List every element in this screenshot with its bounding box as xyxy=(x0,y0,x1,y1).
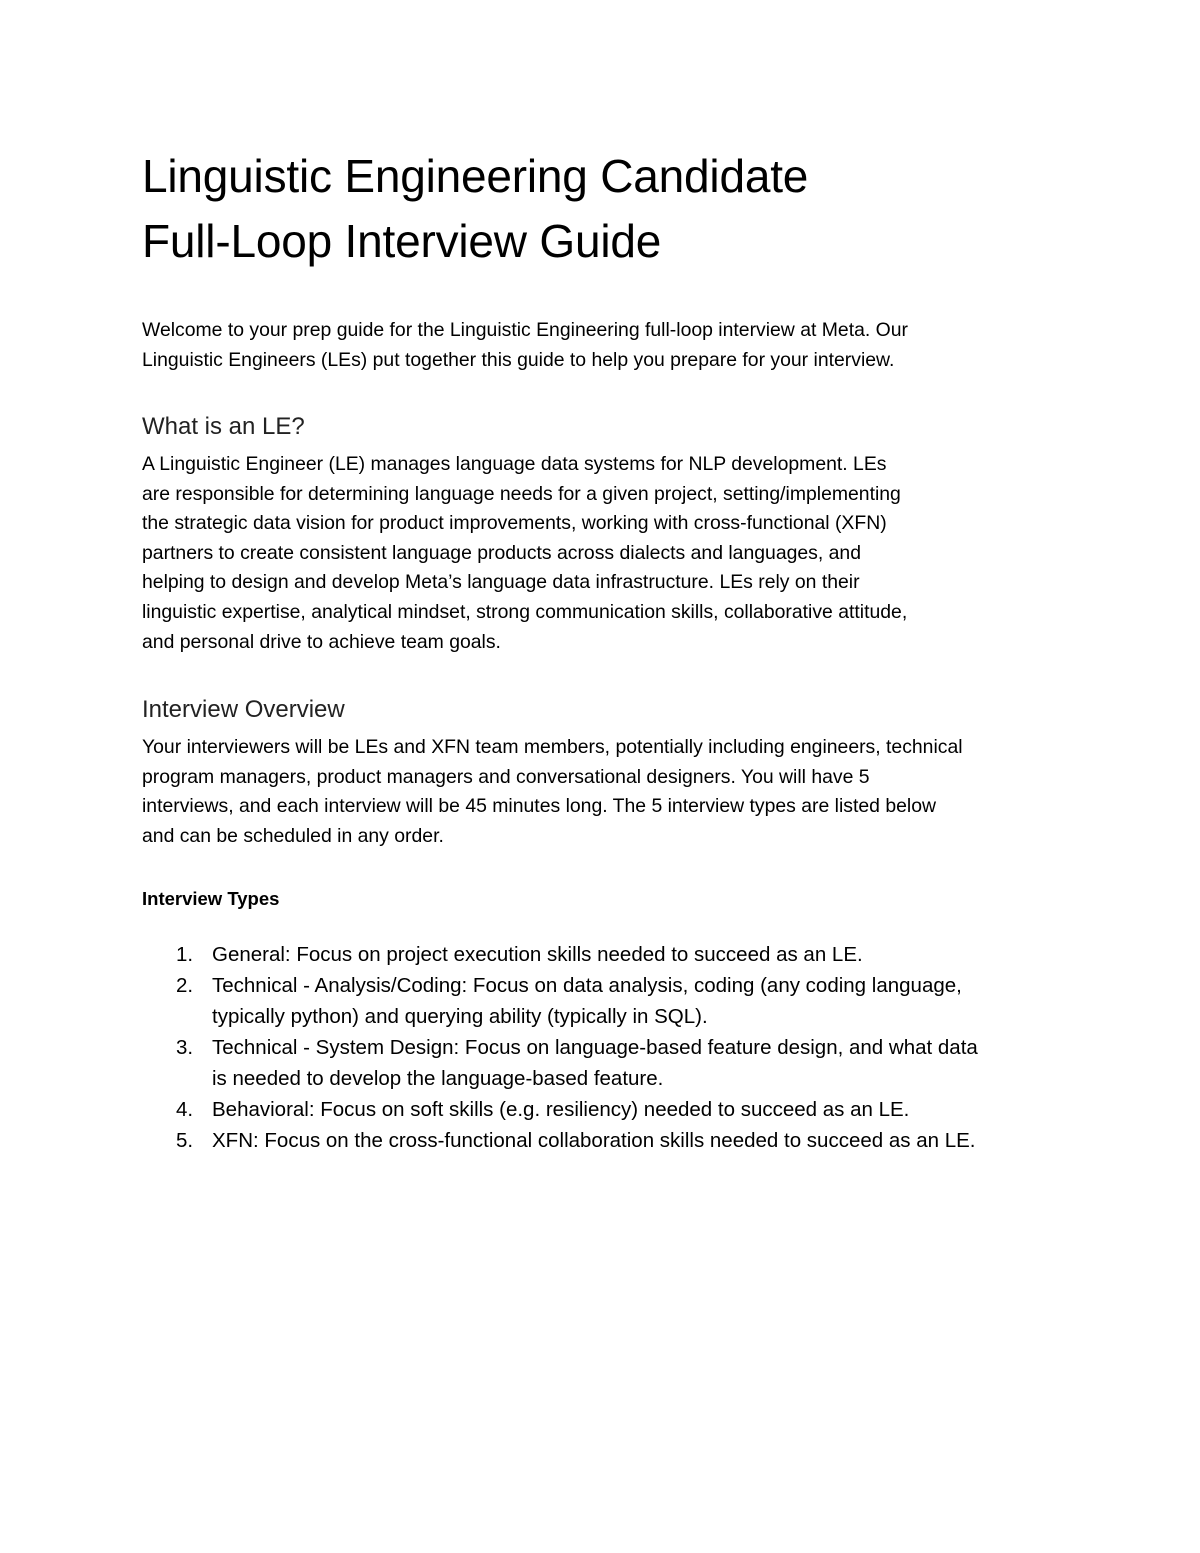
paragraph-line: and can be scheduled in any order. xyxy=(142,824,444,847)
what-is-le-heading: What is an LE? xyxy=(142,413,305,440)
paragraph-line: Your interviewers will be LEs and XFN team members, potentially including engineers, technical xyxy=(142,736,963,759)
list-item-text: Technical - Analysis/Coding: Focus on data analysis, coding (any coding language, xyxy=(212,973,962,997)
paragraph-line: are responsible for determining language needs for a given project, setting/implementing xyxy=(142,482,901,505)
paragraph-line: linguistic expertise, analytical mindset, strong communication skills, collaborative attitude, xyxy=(142,600,908,623)
list-item xyxy=(142,970,1072,1032)
list-item-text: Technical - System Design: Focus on language-based feature design, and what data xyxy=(212,1035,978,1059)
list-item xyxy=(142,1032,1072,1094)
list-item-text: is needed to develop the language-based feature. xyxy=(212,1066,664,1090)
list-item xyxy=(142,1125,1072,1156)
list-item xyxy=(142,1094,1072,1125)
interview-overview-paragraph xyxy=(142,733,1072,851)
list-item-text: Behavioral: Focus on soft skills (e.g. resiliency) needed to succeed as an LE. xyxy=(212,1097,910,1121)
list-item-text: typically python) and querying ability (typically in SQL). xyxy=(212,1004,708,1028)
intro-line: Welcome to your prep guide for the Linguistic Engineering full-loop interview at Meta. Our xyxy=(142,319,908,341)
paragraph-line: program managers, product managers and conversational designers. You will have 5 xyxy=(142,765,870,788)
list-item-number: 5. xyxy=(176,1128,194,1152)
list-item-number: 2. xyxy=(176,973,194,997)
document-title xyxy=(142,144,1072,274)
paragraph-line: and personal drive to achieve team goals. xyxy=(142,630,501,653)
title-line: Full-Loop Interview Guide xyxy=(142,215,662,267)
list-item-number: 4. xyxy=(176,1097,194,1121)
interview-types-heading: Interview Types xyxy=(142,887,280,909)
interview-overview-heading: Interview Overview xyxy=(142,696,345,724)
list-item-text: XFN: Focus on the cross-functional collaboration skills needed to succeed as an LE. xyxy=(212,1128,976,1152)
list-item-number: 1. xyxy=(176,942,194,966)
intro-line: Linguistic Engineers (LEs) put together this guide to help you prepare for your interview. xyxy=(142,348,895,371)
intro-paragraph xyxy=(142,316,1072,375)
paragraph-line: interviews, and each interview will be 45 minutes long. The 5 interview types are listed below xyxy=(142,795,936,818)
title-line: Linguistic Engineering Candidate xyxy=(142,150,809,202)
interview-types-list xyxy=(142,939,1072,1156)
paragraph-line: the strategic data vision for product improvements, working with cross-functional (XFN) xyxy=(142,512,887,535)
list-item-text: General: Focus on project execution skills needed to succeed as an LE. xyxy=(212,942,863,966)
paragraph-line: helping to design and develop Meta’s language data infrastructure. LEs rely on their xyxy=(142,571,860,594)
paragraph-line: A Linguistic Engineer (LE) manages language data systems for NLP development. LEs xyxy=(142,453,887,475)
document-page xyxy=(142,144,1072,1156)
paragraph-line: partners to create consistent language products across dialects and languages, and xyxy=(142,541,861,564)
what-is-le-paragraph xyxy=(142,450,1072,657)
list-item-number: 3. xyxy=(176,1035,194,1059)
list-item xyxy=(142,939,1072,970)
